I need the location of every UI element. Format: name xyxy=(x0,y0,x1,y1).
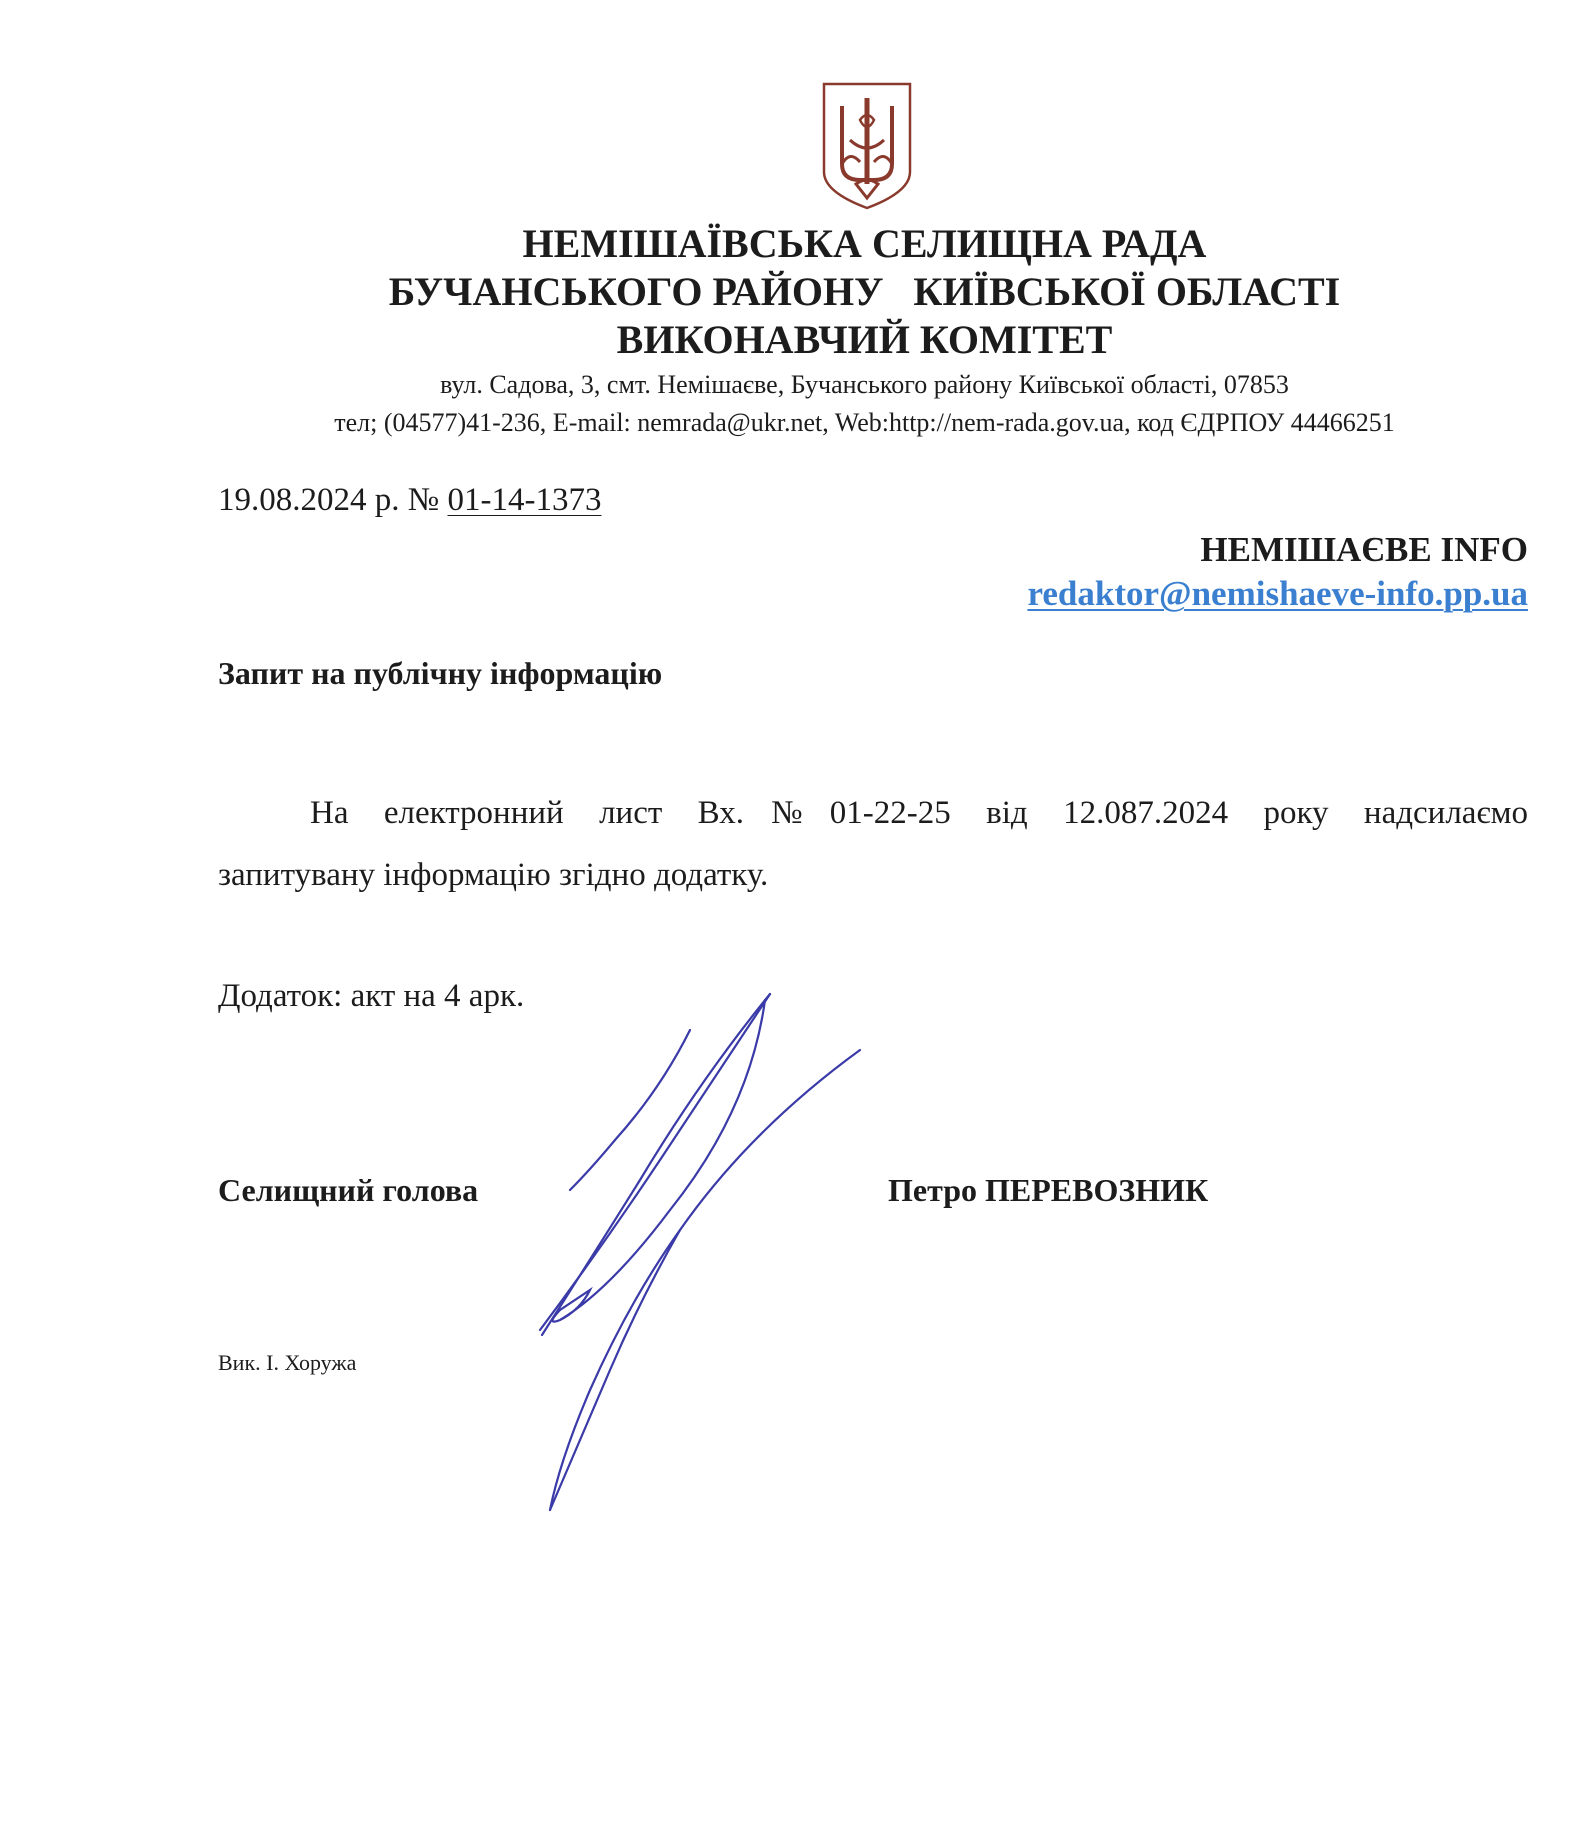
organization-committee: ВИКОНАВЧИЙ КОМІТЕТ xyxy=(616,317,1113,362)
organization-district: БУЧАНСЬКОГО РАЙОНУ КИЇВСЬКОЇ ОБЛАСТІ xyxy=(388,269,1341,314)
attachment-note: Додаток: акт на 4 арк. xyxy=(218,978,525,1014)
handwritten-signature-icon xyxy=(520,990,950,1550)
executor-note: Вик. І. Хоружа xyxy=(218,1350,357,1375)
letter-body-line-2: запитувану інформацію згідно додатку. xyxy=(218,857,769,893)
letter-body xyxy=(218,782,1528,906)
recipient-name: НЕМІШАЄВЕ INFO xyxy=(1200,530,1528,569)
trident-coat-of-arms-icon xyxy=(820,80,914,212)
signer-name: Петро ПЕРЕВОЗНИК xyxy=(888,1172,1209,1208)
organization-address: вул. Садова, 3, смт. Немішаєве, Бучанського району Київської області, 07853 xyxy=(440,370,1289,399)
recipient-block xyxy=(1027,528,1528,616)
organization-name: НЕМІШАЇВСЬКА СЕЛИЩНА РАДА xyxy=(522,221,1207,266)
outgoing-date: 19.08.2024 р. № xyxy=(218,482,448,518)
letter-subject: Запит на публічну інформацію xyxy=(218,655,663,691)
outgoing-number: 01-14-1373 xyxy=(447,482,602,518)
organization-contacts: тел; (04577)41-236, E-mail: nemrada@ukr.net, Web:http://nem-rada.gov.ua, код ЄДРПОУ 44466251 xyxy=(334,408,1395,437)
letter-body-line-1: На електронний лист Вх.№01-22-25 від 12.087.2024 року надсилаємо xyxy=(310,795,1528,831)
signer-title: Селищний голова xyxy=(218,1172,479,1208)
outgoing-reference xyxy=(218,482,601,519)
recipient-email-link[interactable]: redaktor@nemishaeve-info.pp.ua xyxy=(1027,574,1528,613)
